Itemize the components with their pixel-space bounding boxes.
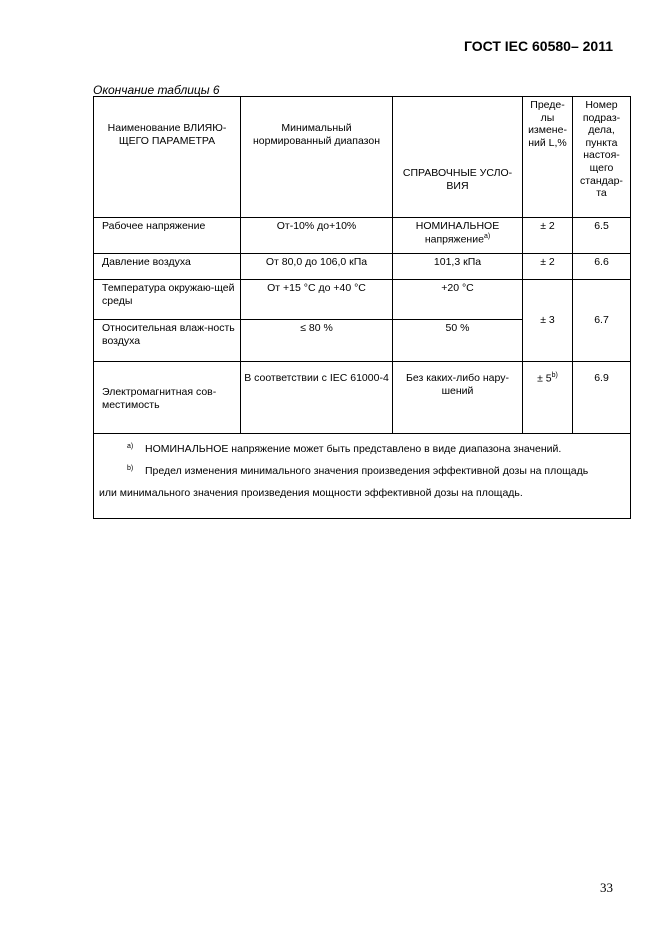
parameters-table [93,96,631,519]
cell-range: От-10% до+10% [241,218,393,254]
cell-ref: 50 % [393,320,523,362]
table-row [94,280,631,320]
cell-ref: +20 °С [393,280,523,320]
header-param: Наименование ВЛИЯЮ-ЩЕГО ПАРАМЕТРА [94,97,241,218]
cell-range: От +15 °С до +40 °С [241,280,393,320]
cell-param: Электромагнитная сов-местимость [94,362,241,434]
table-row [94,218,631,254]
header-range: Минимальный нормированный диапазон [241,97,393,218]
cell-param: Относительная влаж-ность воздуха [94,320,241,362]
cell-limits: ± 2 [523,254,573,280]
cell-limits: ± $5^{b)}$ [523,362,573,434]
cell-section: 6.9 [573,362,631,434]
cell-range: В соответствии с IEC 61000-4 [241,362,393,434]
cell-section: 6.6 [573,254,631,280]
header-section: Номер подраз-дела, пункта настоя-щего стандар-та [573,97,631,218]
table-row [94,254,631,280]
header-ref: СПРАВОЧНЫЕ УСЛО-ВИЯ [393,97,523,218]
cell-section: 6.7 [573,280,631,362]
footnote-b-continued: или минимального значения произведения мощности эффективной дозы на площадь. [99,486,523,499]
cell-param: Температура окружаю-щей среды [94,280,241,320]
cell-limits: ± 2 [523,218,573,254]
cell-ref: НОМИНАЛЬНОЕ напряжение$^{а)}$ [393,218,523,254]
table-header-row [94,97,631,218]
cell-range: ≤ 80 % [241,320,393,362]
cell-section: 6.5 [573,218,631,254]
table-notes-row [94,434,631,519]
footnote-a: а) НОМИНАЛЬНОЕ напряжение может быть представлено в виде диапазона значений. [127,443,562,455]
page-number: 33 [600,880,613,895]
footnote-b: b) Предел изменения минимального значения произведения эффективной дозы на площадь [127,464,589,477]
cell-param: Рабочее напряжение [94,218,241,254]
cell-ref: 101,3 кПа [393,254,523,280]
table-row [94,362,631,434]
cell-range: От 80,0 до 106,0 кПа [241,254,393,280]
header-limits: Преде-лы измене-ний L,% [523,97,573,218]
cell-ref: Без каких-либо нару-шений [393,362,523,434]
document-title: ГОСТ IEC 60580– 2011 [463,38,613,54]
cell-param: Давление воздуха [94,254,241,280]
table-notes [94,434,631,519]
cell-limits: ± 3 [523,280,573,362]
table-caption: Окончание таблицы 6 [93,83,220,97]
